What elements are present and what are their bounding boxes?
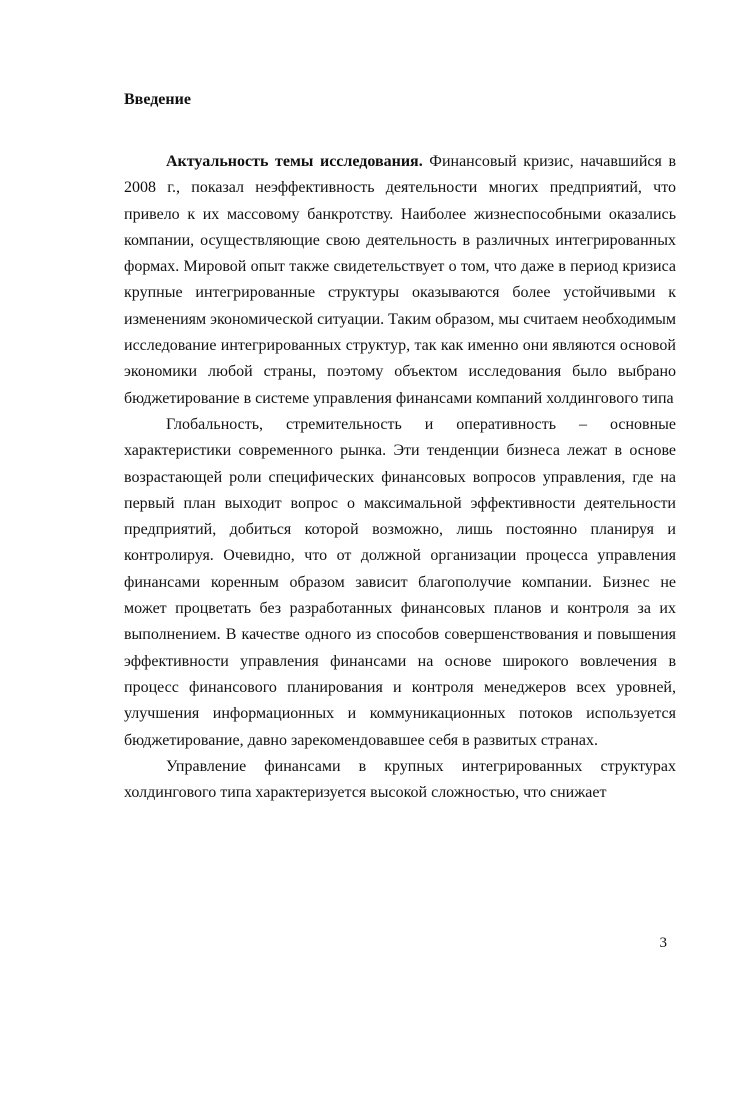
- paragraph-text: Финансовый кризис, начавшийся в 2008 г., показал неэффективность деятельности многих предприятий, что привело к их массовому банкротству. Наиболее жизнеспособными оказались компании, осуществляющие свою деятельность в различных интегрированных формах. Мировой опыт также свидетельствует о том, что даже в период кризиса крупные интегрированные структуры оказываются более устойчивыми к изменениям экономической ситуации. Таким образом, мы считаем необходимым исследование интегрированных структур, так как именно они являются основой экономики любой страны, поэтому объектом исследования было выбрано бюджетирование в системе управления финансами компаний холдингового типа: [124, 153, 677, 407]
- paragraph-management: Управление финансами в крупных интегрированных структурах холдингового типа характеризуется высокой сложностью, что снижает: [124, 757, 676, 802]
- paragraph-globalization: Глобальность, стремительность и оперативность – основные характеристики современного рынка. Эти тенденции бизнеса лежат в основе возрастающей роли специфических финансовых вопросов управления, где на первый план выходит вопрос о максимальной эффективности деятельности предприятий, добиться которой возможно, лишь постоянно планируя и контролируя. Очевидно, что от должной организации процесса управления финансами коренным образом зависит благополучие компании. Бизнес не может процветать без разработанных финансовых планов и контроля за их выполнением. В качестве одного из способов совершенствования и повышения эффективности управления финансами на основе широкого вовлечения в процесс финансового планирования и контроля менеджеров всех уровней, улучшения информационных и коммуникационных потоков используется бюджетирование, давно зарекомендовавшее себя в развитых странах.: [124, 415, 676, 749]
- body-text: [124, 149, 676, 806]
- page-number: 3: [659, 935, 667, 951]
- paragraph-lead: Актуальность темы исследования.: [166, 153, 423, 170]
- paragraph-relevance: [124, 149, 676, 412]
- section-heading: Введение: [124, 91, 191, 108]
